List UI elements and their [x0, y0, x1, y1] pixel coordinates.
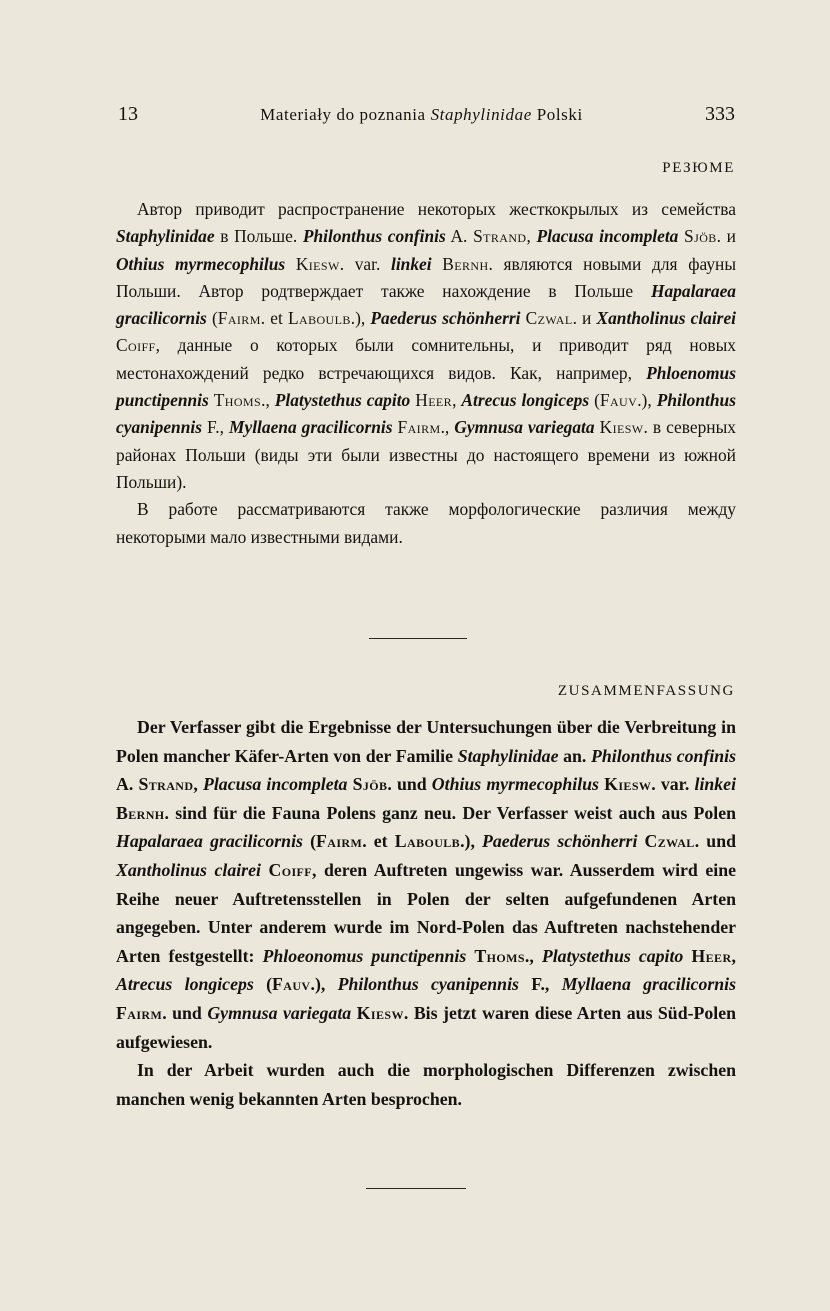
running-title-prefix: Materiały do poznania: [260, 105, 431, 124]
text-run: ,: [731, 945, 736, 966]
species-name: Platystethus capito: [274, 390, 411, 411]
text-run: an.: [558, 745, 592, 766]
running-title: [260, 105, 583, 125]
text-run: Der Verfasser gibt die Ergebnisse der Untersuchungen über die Verbreitung in Polen mancher Käfer-Arten von der Familie: [116, 717, 736, 766]
text-run: .),: [310, 974, 338, 995]
species-name: Hapalaraea gracilicornis: [116, 831, 303, 852]
species-name: Platystethus capito: [541, 945, 684, 966]
resume-body: [116, 196, 736, 551]
author-name: Kiesw: [604, 774, 652, 795]
species-name: Philonthus cyanipennis: [337, 974, 519, 995]
author-name: Czwal: [644, 831, 695, 852]
species-name: Philonthus confinis: [591, 745, 737, 766]
text-run: . et: [260, 308, 288, 329]
text-run: .,: [524, 945, 542, 966]
author-name: Coiff: [116, 335, 156, 356]
author-name: Kiesw: [295, 253, 340, 274]
page-number: 333: [704, 103, 735, 125]
text-run: Автор приводит распространение некоторых жесткокрылых из семейства: [137, 199, 736, 219]
text-run: . et: [362, 831, 395, 852]
text-run: (: [302, 831, 316, 852]
text-run: . sind für die Fauna Polens ganz neu. Der Verfasser weist auch aus Polen: [164, 802, 736, 823]
species-name: Othius myrmecophilus: [116, 253, 286, 274]
text-run: .),: [460, 831, 483, 852]
author-name: Czwal: [525, 308, 573, 329]
author-name: Sjöb: [684, 226, 717, 247]
species-name: Othius myrmecophilus: [431, 774, 599, 795]
author-name: Kiesw: [599, 417, 644, 438]
species-name: Atrecus longiceps: [461, 390, 590, 411]
text-run: .,: [261, 390, 275, 411]
running-title-taxon: Staphylinidae: [430, 105, 532, 124]
text-run: In der Arbeit wurden auch die morphologischen Differenzen zwischen manchen wenig bekannten Arten besprochen.: [116, 1060, 736, 1109]
text-run: в Польше.: [214, 226, 303, 247]
text-run: (: [206, 308, 218, 329]
text-run: , deren Auftreten ungewiss war. Ausserdem wird eine Reihe neuer Auftretensstellen in Polen der selten aufgefundenen Arten angegeben. Unter anderem wurde im Nord-Polen das Auftreten nachstehender Arten festgestellt:: [116, 859, 736, 966]
text-run: . и: [572, 308, 597, 329]
text-run: . var.: [339, 253, 391, 274]
text-run: . Bis jetzt waren diese Arten aus Süd-Polen aufgewiesen.: [116, 1002, 736, 1052]
species-name: Philonthus confinis: [302, 226, 446, 247]
species-name: Xantholinus clairei: [596, 308, 736, 329]
author-name: Fairm: [316, 831, 363, 852]
text-run: . und: [387, 774, 432, 795]
zusammenfassung-paragraph: [116, 1056, 736, 1113]
text-run: . и: [716, 226, 736, 247]
text-run: . являются новыми для фауны Польши. Автор родтверждает также нахождение в Польше: [116, 253, 737, 301]
species-name: Phloenomus punctipennis: [116, 362, 736, 411]
text-run: [285, 254, 296, 274]
zusammenfassung-paragraph: [116, 713, 736, 1056]
text-run: [637, 831, 644, 851]
text-run: (: [589, 390, 600, 411]
author-name: Fairm: [116, 1002, 163, 1023]
author-name: Heer: [415, 390, 453, 411]
author-name: Heer: [691, 945, 732, 966]
species-name: Xantholinus clairei: [116, 859, 261, 880]
text-run: ,: [193, 774, 203, 795]
running-head: [118, 103, 735, 129]
text-run: (: [253, 974, 273, 995]
species-name: Staphylinidae: [116, 226, 215, 247]
text-run: , данные о которых были сомнительны, и приводит ряд новых местонахождений редко встречающихся видов. Как, например,: [116, 335, 736, 383]
text-run: .,: [440, 417, 455, 438]
resume-paragraph: [116, 496, 736, 551]
volume-number: 13: [118, 103, 138, 125]
text-run: [432, 254, 443, 274]
species-name: Paederus schönherri: [370, 308, 521, 329]
text-run: . und: [694, 831, 736, 852]
species-name: Phloeonomus punctipennis: [262, 945, 467, 966]
text-run: .),: [637, 390, 657, 411]
species-name: Hapalaraea gracilicornis: [116, 280, 736, 329]
species-name: Placusa incompleta: [203, 774, 348, 795]
species-name: Placusa incompleta: [536, 226, 679, 247]
text-run: ,: [526, 226, 537, 247]
author-name: Thoms: [474, 945, 525, 966]
text-run: . und: [162, 1002, 208, 1023]
text-run: . в северных районах Польши (виды эти были известны до настоящего времени из южной Польши).: [116, 417, 736, 492]
section-divider: [369, 638, 467, 639]
species-name: Myllaena gracilicornis: [561, 974, 737, 995]
end-divider: [366, 1188, 466, 1189]
zusammenfassung-heading: ZUSAMMENFASSUNG: [557, 683, 735, 699]
species-name: Gymnusa variegata: [207, 1002, 352, 1023]
author-name: Fauv: [599, 390, 638, 411]
author-name: Bernh: [442, 253, 489, 274]
species-name: Paederus schönherri: [482, 831, 638, 852]
species-name: Atrecus longiceps: [116, 974, 254, 995]
zusammenfassung-body: [116, 713, 736, 1113]
author-name: Strand: [138, 774, 194, 795]
text-run: F.,: [518, 974, 562, 995]
resume-paragraph: [116, 196, 736, 496]
author-name: Kiesw: [356, 1002, 404, 1023]
species-name: Myllaena gracilicornis: [229, 417, 393, 438]
author-name: Bernh: [116, 802, 165, 823]
text-run: .),: [350, 308, 371, 329]
text-run: A.: [445, 226, 474, 247]
resume-heading: РЕЗЮМЕ: [662, 160, 735, 176]
species-name: Gymnusa variegata: [454, 417, 595, 438]
running-title-suffix: Polski: [531, 105, 583, 124]
species-name: linkei: [391, 253, 432, 274]
text-run: ,: [452, 390, 462, 411]
text-run: В работе рассматриваются также морфологические различия между некоторыми мало известными видами.: [116, 499, 736, 547]
text-run: . var.: [651, 774, 695, 795]
author-name: Sjöb: [352, 774, 388, 795]
species-name: linkei: [694, 774, 737, 795]
author-name: Thoms: [213, 390, 262, 411]
author-name: Laboulb: [394, 831, 461, 852]
author-name: Fauv: [272, 974, 311, 995]
author-name: Coiff: [268, 859, 312, 880]
author-name: Fairm: [397, 417, 441, 438]
author-name: Strand: [473, 226, 527, 247]
author-name: Laboulb: [287, 308, 351, 329]
species-name: Philonthus cyanipennis: [116, 390, 736, 438]
text-run: F.,: [202, 417, 230, 438]
author-name: Fairm: [217, 308, 261, 329]
text-run: A.: [116, 774, 139, 795]
species-name: Staphylinidae: [457, 745, 559, 766]
